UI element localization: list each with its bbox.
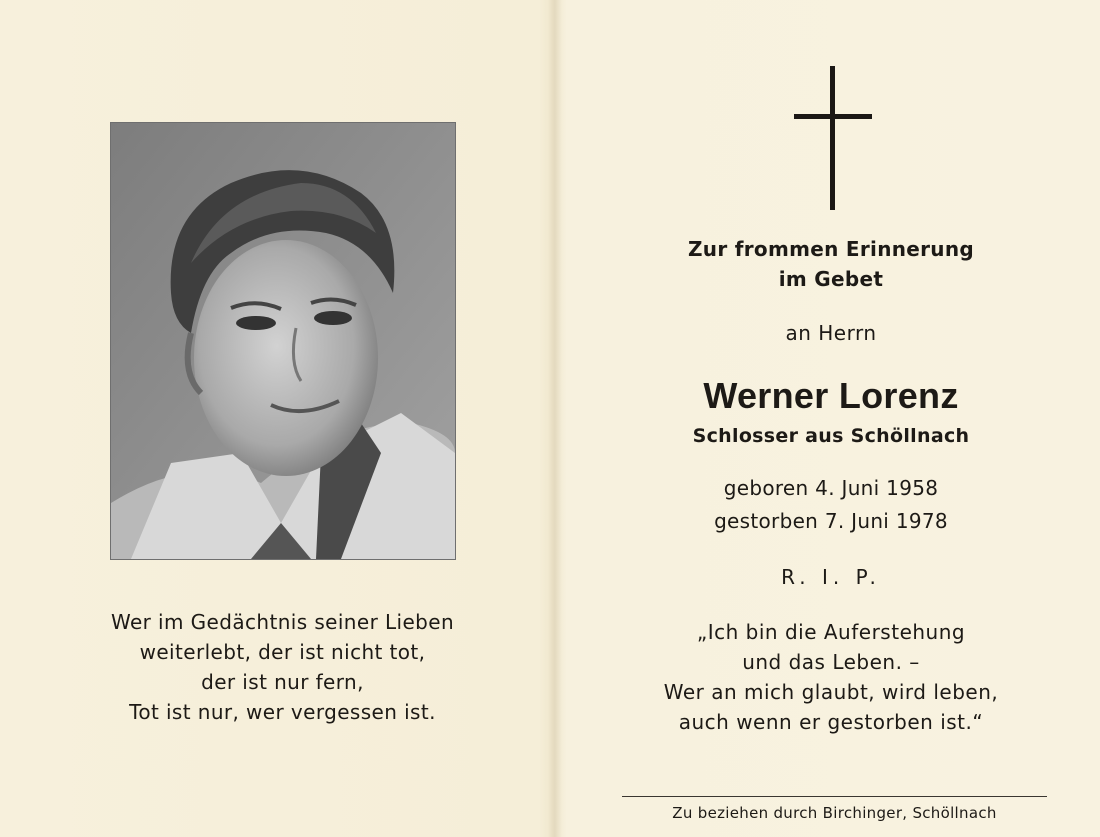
cross-icon: [794, 66, 872, 214]
divider-line: [622, 796, 1047, 797]
publisher-note: Zu beziehen durch Birchinger, Schöllnach: [672, 804, 997, 822]
right-panel: [562, 0, 1100, 837]
birth-date: geboren 4. Juni 1958: [723, 476, 939, 500]
left-verse: [60, 607, 505, 727]
scripture-line: auch wenn er gestorben ist.“: [678, 710, 984, 734]
deceased-name: Werner Lorenz: [703, 375, 959, 416]
death-date: gestorben 7. Juni 1978: [714, 509, 948, 533]
heading-line: Zur frommen Erinnerung: [688, 237, 974, 261]
left-verse-line: Wer im Gedächtnis seiner Lieben: [110, 610, 455, 634]
scripture-line: und das Leben. –: [742, 650, 920, 674]
left-verse-line: der ist nur fern,: [201, 670, 364, 694]
life-dates: [562, 472, 1100, 538]
left-verse-line: weiterlebt, der ist nicht tot,: [139, 640, 426, 664]
scripture-line: Wer an mich glaubt, wird leben,: [663, 680, 999, 704]
portrait-illustration: [111, 123, 455, 559]
left-verse-line: Tot ist nur, wer vergessen ist.: [129, 700, 436, 724]
rip-text: R. I. P.: [781, 565, 881, 589]
occupation: Schlosser aus Schöllnach: [692, 425, 970, 447]
heading-line: im Gebet: [778, 267, 884, 291]
dedication-heading: [562, 234, 1100, 294]
portrait-photo: [111, 123, 455, 559]
scripture-line: „Ich bin die Auferstehung: [696, 620, 966, 644]
card-fold: [548, 0, 562, 837]
scripture-verse: [562, 617, 1100, 737]
salutation: an Herrn: [785, 321, 877, 345]
